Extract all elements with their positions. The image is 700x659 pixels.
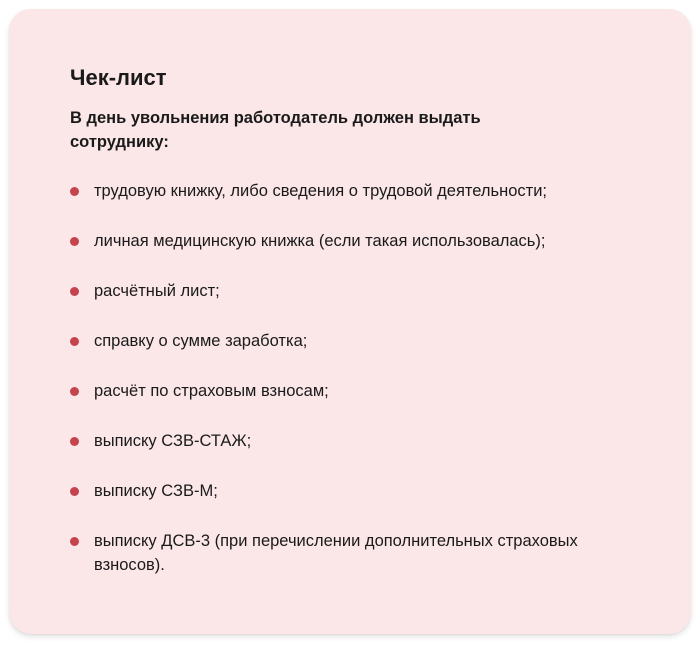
list-item-text: расчёт по страховым взносам; [94,382,329,400]
bullet-dot-icon [70,337,79,346]
list-item-text: личная медицинскую книжка (если такая использовалась); [94,232,546,250]
list-item-text: расчётный лист; [94,282,220,300]
checklist-list [70,179,651,577]
list-item-text: выписку ДСВ-3 (при перечислении дополнительных страховых взносов). [94,532,578,574]
bullet-dot-icon [70,187,79,196]
list-item [70,229,634,253]
list-item [70,529,634,577]
list-item [70,329,634,353]
list-item-text: трудовую книжку, либо сведения о трудовой деятельности; [94,182,548,200]
checklist-lead: В день увольнения работодатель должен выдать сотруднику: [70,109,481,151]
list-item [70,279,634,303]
list-item-text: выписку СЗВ-М; [94,482,218,500]
list-item [70,379,634,403]
bullet-dot-icon [70,487,79,496]
list-item-text: выписку СЗВ-СТАЖ; [94,432,252,450]
bullet-dot-icon [70,237,79,246]
bullet-dot-icon [70,287,79,296]
bullet-dot-icon [70,437,79,446]
list-item-text: справку о сумме заработка; [94,332,308,350]
checklist-card [9,9,691,634]
checklist-title: Чек-лист [70,65,167,90]
bullet-dot-icon [70,537,79,546]
list-item [70,429,634,453]
bullet-dot-icon [70,387,79,396]
list-item [70,479,634,503]
list-item [70,179,634,203]
